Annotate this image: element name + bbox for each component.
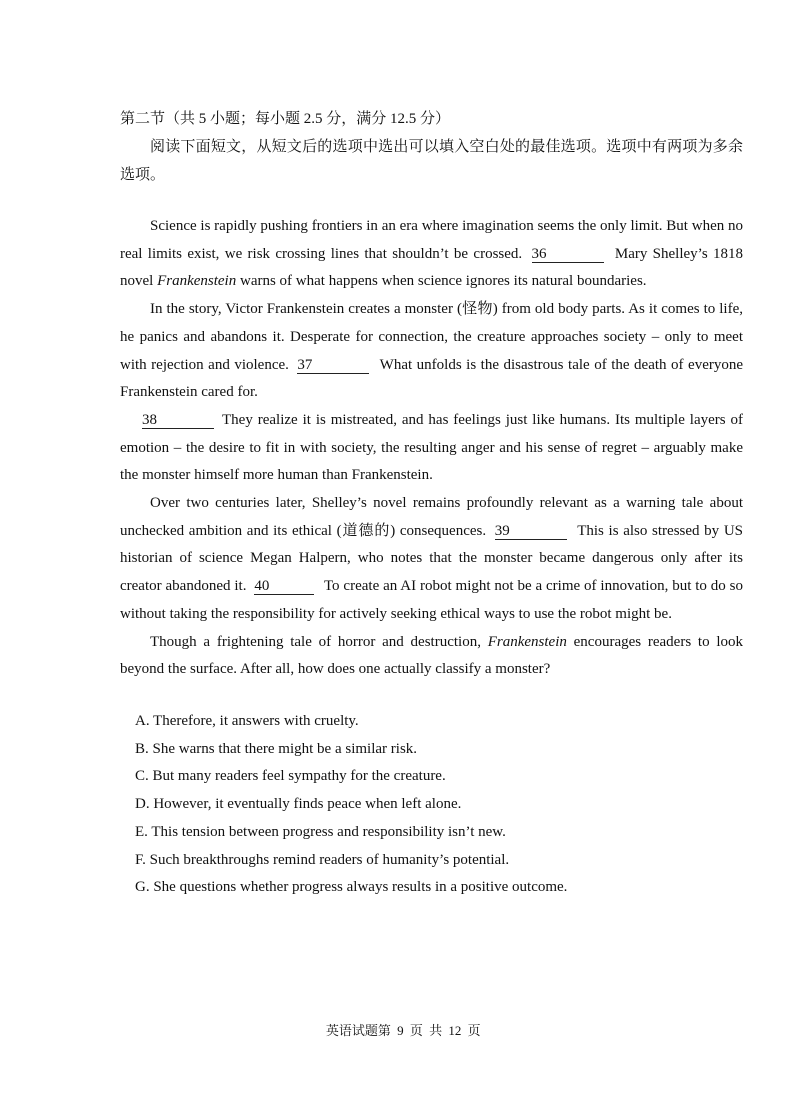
paragraph-text: To create an AI robot might not be a crime of innovation, but to do so without taking the responsibility for actively seeking ethical ways to use the robot might be. <box>120 578 743 622</box>
paragraph-3 <box>120 407 743 490</box>
page-footer <box>0 1004 800 1039</box>
paragraph-2 <box>120 296 743 407</box>
paragraph-text: What unfolds is the disastrous tale of the death of everyone Frankenstein cared for. <box>120 356 744 401</box>
option-b: B. She warns that there might be a similar risk. <box>135 740 418 757</box>
paragraph-text: In the story, Victor Frankenstein creates a monster (怪物) from old body parts. As it comes to life, he panics and abandons it. Desperate for connection, the creature approaches society – only to meet with rejection and violence. <box>120 301 743 373</box>
reading-passage <box>120 213 743 684</box>
book-title: Frankenstein <box>487 633 567 650</box>
paragraph-1 <box>120 213 743 296</box>
paragraph-text: Over two centuries later, Shelley’s novel remains profoundly relevant as a warning tale about unchecked ambition and its ethical (道德的) consequences. <box>120 495 743 539</box>
blank-37: 37 <box>297 358 369 374</box>
instructions: 阅读下面短文，从短文后的选项中选出可以填入空白处的最佳选项。选项中有两项为多余选项。 <box>120 139 743 183</box>
paragraph-text: Mary Shelley’s 1818 novel <box>120 245 744 290</box>
section-header: 第二节（共 5 小题；每小题 2.5 分，满分 12.5 分） <box>120 111 451 127</box>
book-title: Frankenstein <box>157 273 237 290</box>
paragraph-text: This is also stressed by US historian of science Megan Halpern, who notes that the monster became dangerous only after its creator abandoned it. <box>120 522 744 595</box>
paragraph-text: Though a frightening tale of horror and destruction, <box>150 633 481 650</box>
paragraph-4 <box>120 490 743 629</box>
blank-39: 39 <box>495 524 567 540</box>
blank-36: 36 <box>532 247 604 263</box>
option-f: F. Such breakthroughs remind readers of humanity’s potential. <box>135 851 510 868</box>
page-number: 英语试题第 9 页 共 12 页 <box>325 1023 481 1038</box>
option-d: D. However, it eventually finds peace when left alone. <box>135 796 462 813</box>
option-a: A. Therefore, it answers with cruelty. <box>135 713 359 729</box>
blank-38: 38 <box>142 413 214 429</box>
paragraph-text: warns of what happens when science ignores its natural boundaries. <box>239 273 647 290</box>
option-g: G. She questions whether progress always results in a positive outcome. <box>135 879 568 896</box>
option-e: E. This tension between progress and responsibility isn’t new. <box>135 823 506 840</box>
answer-options <box>135 708 567 902</box>
paragraph-text: encourages readers to look beyond the surface. After all, how does one actually classify a monster? <box>120 633 744 678</box>
option-c: C. But many readers feel sympathy for the creature. <box>135 768 446 785</box>
paragraph-5 <box>120 629 743 684</box>
paragraph-text: Science is rapidly pushing frontiers in an era where imagination seems the only limit. But when no real limits exist, we risk crossing lines that shouldn’t be crossed. <box>120 218 743 262</box>
blank-40: 40 <box>254 579 314 595</box>
paragraph-text: They realize it is mistreated, and has feelings just like humans. Its multiple layers of emotion – the desire to fit in with society, the resulting anger and his sense of regret – arguably make the monster himself more human than Frankenstein. <box>120 411 743 484</box>
